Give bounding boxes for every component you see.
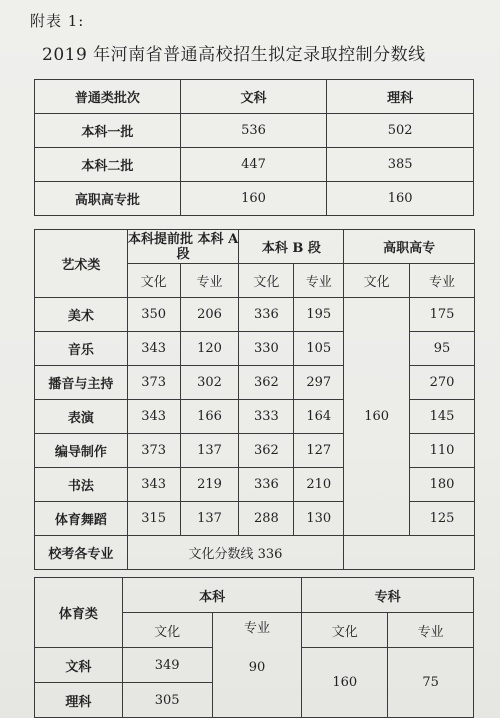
sub-culture: 文化 — [344, 264, 410, 298]
c-major: 145 — [410, 400, 475, 434]
jr-major: 75 — [388, 648, 474, 718]
arts-score-table — [34, 229, 475, 570]
b-culture: 336 — [239, 298, 294, 332]
b-major: 210 — [294, 468, 344, 502]
table-row — [35, 148, 474, 182]
header-batch: 普通类批次 — [35, 80, 181, 114]
science-score: 502 — [327, 114, 474, 148]
group-a-header: 本科提前批 本科 A 段 — [128, 231, 239, 262]
sub-culture: 文化 — [302, 613, 388, 648]
a-culture: 373 — [127, 366, 180, 400]
b-major: 195 — [294, 298, 344, 332]
a-major: 120 — [180, 332, 239, 366]
science-score: 160 — [327, 182, 474, 216]
arts-score: 160 — [180, 182, 327, 216]
b-culture: 288 — [239, 502, 294, 536]
a-major: 302 — [180, 366, 239, 400]
arts-score: 447 — [180, 148, 327, 182]
art-major-name: 表演 — [35, 400, 128, 434]
header-arts: 文科 — [180, 80, 327, 114]
sub-culture: 文化 — [122, 613, 212, 648]
b-major: 164 — [294, 400, 344, 434]
b-major: 127 — [294, 434, 344, 468]
c-major: 180 — [410, 468, 475, 502]
b-major: 297 — [294, 366, 344, 400]
c-major: 110 — [410, 434, 475, 468]
science-score: 385 — [327, 148, 474, 182]
batch-name: 本科二批 — [35, 148, 181, 182]
art-major-name: 音乐 — [35, 332, 128, 366]
a-culture: 343 — [127, 468, 180, 502]
b-culture: 362 — [239, 434, 294, 468]
c-major: 175 — [410, 298, 475, 332]
sub-major: 专业 — [180, 264, 239, 298]
attachment-label: 附表 1: — [30, 12, 85, 30]
jr-culture: 160 — [302, 648, 388, 718]
b-culture: 362 — [239, 366, 294, 400]
a-culture: 343 — [127, 332, 180, 366]
art-major-name: 体育舞蹈 — [35, 502, 128, 536]
art-major-name: 书法 — [35, 468, 128, 502]
arts-category-label: 艺术类 — [35, 230, 128, 298]
general-score-table — [34, 79, 474, 216]
undergrad-header: 本科 — [122, 578, 302, 613]
c-culture-merged: 160 — [344, 298, 410, 536]
c-major: 270 — [410, 366, 475, 400]
sports-score-table — [34, 577, 474, 718]
sub-major: 专业 — [410, 264, 475, 298]
a-major: 206 — [180, 298, 239, 332]
c-major: 95 — [410, 332, 475, 366]
b-major: 105 — [294, 332, 344, 366]
a-culture: 315 — [127, 502, 180, 536]
school-exam-empty — [344, 536, 475, 570]
school-exam-label: 校考各专业 — [35, 536, 128, 570]
sports-category-label: 体育类 — [35, 578, 123, 648]
header-science: 理科 — [327, 80, 474, 114]
b-major: 130 — [294, 502, 344, 536]
table-row — [35, 298, 475, 332]
b-culture: 330 — [239, 332, 294, 366]
sub-major: 专业 — [388, 613, 474, 648]
sub-major: 专业 — [243, 621, 270, 636]
page-title: 2019 年河南省普通高校招生拟定录取控制分数线 — [42, 45, 426, 65]
row-science-label: 理科 — [35, 683, 123, 718]
table-row — [35, 114, 474, 148]
batch-name: 本科一批 — [35, 114, 181, 148]
table-row — [35, 536, 475, 570]
b-culture: 336 — [239, 468, 294, 502]
group-c-header: 高职高专 — [344, 230, 475, 264]
a-culture: 373 — [127, 434, 180, 468]
school-exam-note: 文化分数线 336 — [127, 536, 344, 570]
group-b-header: 本科 B 段 — [239, 230, 344, 264]
a-culture: 343 — [127, 400, 180, 434]
ug-culture-arts: 349 — [122, 648, 212, 683]
b-culture: 333 — [239, 400, 294, 434]
sub-culture: 文化 — [127, 264, 180, 298]
art-major-name: 编导制作 — [35, 434, 128, 468]
row-arts-label: 文科 — [35, 648, 123, 683]
a-major: 137 — [180, 434, 239, 468]
art-major-name: 播音与主持 — [35, 366, 128, 400]
a-major: 166 — [180, 400, 239, 434]
art-major-name: 美术 — [35, 298, 128, 332]
sub-culture: 文化 — [239, 264, 294, 298]
ug-major-merged — [212, 613, 302, 718]
a-major: 137 — [180, 502, 239, 536]
ug-major-score: 90 — [248, 660, 266, 675]
table-row — [35, 182, 474, 216]
a-major: 219 — [180, 468, 239, 502]
batch-name: 高职高专批 — [35, 182, 181, 216]
junior-header: 专科 — [302, 578, 474, 613]
arts-score: 536 — [180, 114, 327, 148]
a-culture: 350 — [127, 298, 180, 332]
ug-culture-science: 305 — [122, 683, 212, 718]
sub-major: 专业 — [294, 264, 344, 298]
c-major: 125 — [410, 502, 475, 536]
